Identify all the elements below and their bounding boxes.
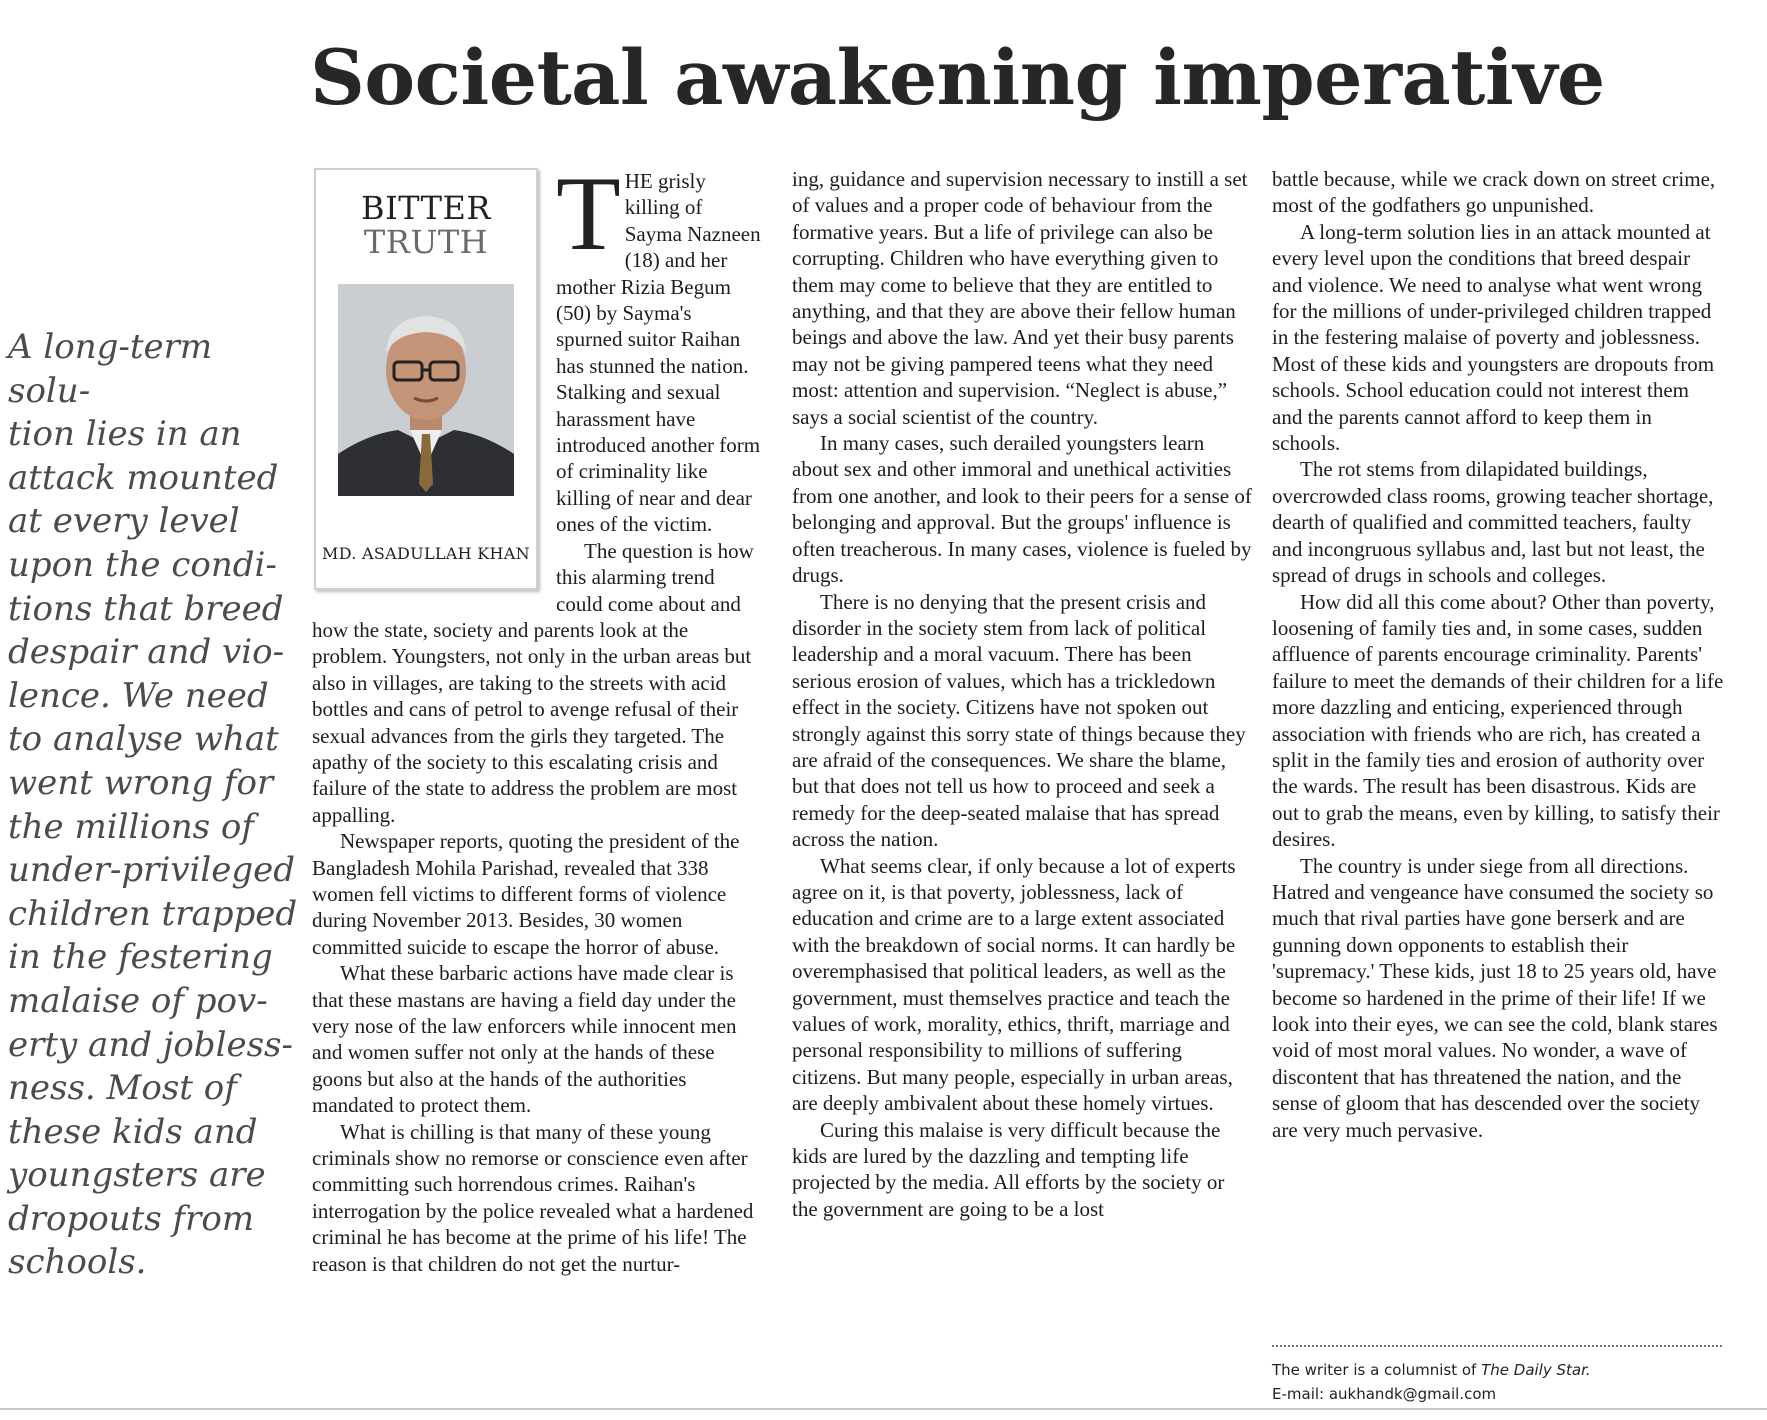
pull-quote: A long-term solu- tion lies in an attack mounted at every level upon the condi- tions that breed despair and vio- lence. We need to analyse what went wrong for the millions of under-privileged children trapped in the festering malaise of pov- erty and jobless- ness. Most of these kids and youngsters are dropouts from schools. (8, 327, 298, 1283)
article-column-2 (792, 166, 1252, 1222)
article-paragraph: What is chilling is that many of these young criminals show no remorse or conscience even after committing such horrendous crimes. Raihan's interrogation by the police revealed what a hardened criminal he has become at the prime of his life! The reason is that children do not get the nurtur- (312, 1119, 754, 1276)
author-name: MD. ASADULLAH KHAN (322, 544, 530, 563)
article-paragraph: battle because, while we crack down on street crime, most of the godfathers go unpunished. (1272, 167, 1716, 218)
article-paragraph: Newspaper reports, quoting the president of the Bangladesh Mohila Parishad, revealed that 338 women fell victims to different forms of violence during November 2013. Besides, 30 women committed suicide to escape the horror of abuse. (312, 829, 740, 959)
article-column-3 (1272, 166, 1724, 1143)
newspaper-name: The Daily Star. (1481, 1361, 1591, 1379)
article-paragraph: A long-term solution lies in an attack mounted at every level upon the conditions that breed despair and violence. We need to analyse what went wrong for the millions of under-privileged children trapped in the festering malaise of poverty and joblessness. Most of these kids and youngsters are dropouts from schools. School education could not interest them and the parents cannot afford to keep them in schools. (1272, 219, 1715, 456)
footnote-text: The writer is a columnist of (1272, 1361, 1482, 1379)
article-paragraph: ing, guidance and supervision necessary to instill a set of values and a proper code of behaviour from the formative years. But a life of privilege can also be corrupting. Children who have everything given to them may come to believe that they are entitled to anything, and that they are above their fellow human beings and above the law. And yet their busy parents may not be giving pampered teens what they need most: attention and supervision. “Neglect is abuse,” says a social scientist of the country. (792, 167, 1248, 429)
column-byline-box (314, 168, 538, 590)
article-paragraph: How did all this come about? Other than poverty, loosening of family ties and, in some cases, sudden affluence of parents encourage criminality. Parents' failure to meet the demands of their children for a life more dazzling and enticing, experienced through association with friends who are rich, has created a split in the family ties and erosion of authority over the wards. The result has been disastrous. Kids are out to grab the means, even by killing, to satisfy their desires. (1272, 589, 1724, 852)
column-name-truth: TRUTH (363, 223, 489, 261)
article-paragraph: In many cases, such derailed youngsters learn about sex and other immoral and unethical activities from one another, and look to their peers for a sense of belonging and approval. But the groups' influence is often treacherous. In many cases, violence is fueled by drugs. (792, 431, 1252, 588)
article-paragraph: The rot stems from dilapidated buildings, overcrowded class rooms, growing teacher shortage, dearth of qualified and committed teachers, faulty and incongruous syllabus and, last but not least, the spread of drugs in schools and colleges. (1272, 457, 1714, 588)
article-paragraph: The question is how this alarming trend could come about and how the state, society and parents look at the problem. Youngsters, not only in the urban areas but also in villages, are taking to the streets with acid bottles and cans of petrol to avenge refusal of their sexual advances from the girls they targeted. The apathy of the society to this escalating crisis and failure of the state to address the problem are most appalling. (312, 538, 754, 827)
writer-footnote (1272, 1358, 1732, 1406)
lead-text: HE grisly killing of Sayma Nazneen (18) and her mother Rizia Begum (50) by Sayma's spurned suitor Raihan has stunned the nation. Stalking and sexual harassment have introduced another form of criminality like killing of near and dear ones of the victim. (556, 169, 761, 537)
author-portrait (338, 284, 514, 496)
drop-cap: T (556, 155, 621, 272)
article-paragraph: Curing this malaise is very difficult because the kids are lured by the dazzling and tempting life projected by the media. All efforts by the society or the government are going to be a lost (792, 1117, 1225, 1221)
footnote-columnist-line (1272, 1358, 1732, 1382)
column-name-bitter: BITTER (361, 189, 491, 227)
headline: Societal awakening imperative (310, 33, 1605, 122)
article-paragraph: What seems clear, if only because a lot of experts agree on it, is that poverty, joblessness, lack of education and crime are to a large extent associated with the breakdown of social norms. It can hardly be overemphasised that political leaders, as well as the government, must themselves practice and teach the values of work, morality, ethics, thrift, marriage and personal responsibility to millions of suffering citizens. But many people, especially in urban areas, are deeply ambivalent about these homely virtues. (792, 853, 1236, 1116)
article-paragraph: The country is under siege from all directions. Hatred and vengeance have consumed the society so much that rival parties have gone berserk and are gunning down opponents to establish their 'supremacy.' These kids, just 18 to 25 years old, have become so hardened in the prime of their life! If we look into their eyes, we can see the cold, blank stares void of most moral values. No wonder, a wave of discontent that has threatened the nation, and the sense of gloom that has descended over the society are very much pervasive. (1272, 853, 1718, 1142)
footnote-divider (1272, 1345, 1722, 1347)
article-paragraph: There is no denying that the present crisis and disorder in the society stem from lack of political leadership and a moral vacuum. There has been serious erosion of values, which has a trickledown effect in the society. Citizens have not spoken out strongly against this sorry state of things because they are afraid of the consequences. We share the blame, but that does not tell us how to proceed and seek a remedy for the deep-seated malaise that has spread across the nation. (792, 589, 1246, 852)
author-portrait-image (338, 284, 514, 496)
footnote-email: E-mail: aukhandk@gmail.com (1272, 1385, 1497, 1403)
article-paragraph: What these barbaric actions have made clear is that these mastans are having a field day under the very nose of the law enforcers while innocent men and women suffer not only at the hands of these goons but also at the hands of the authorities mandated to protect them. (312, 961, 737, 1118)
page-bottom-rule (0, 1408, 1767, 1410)
